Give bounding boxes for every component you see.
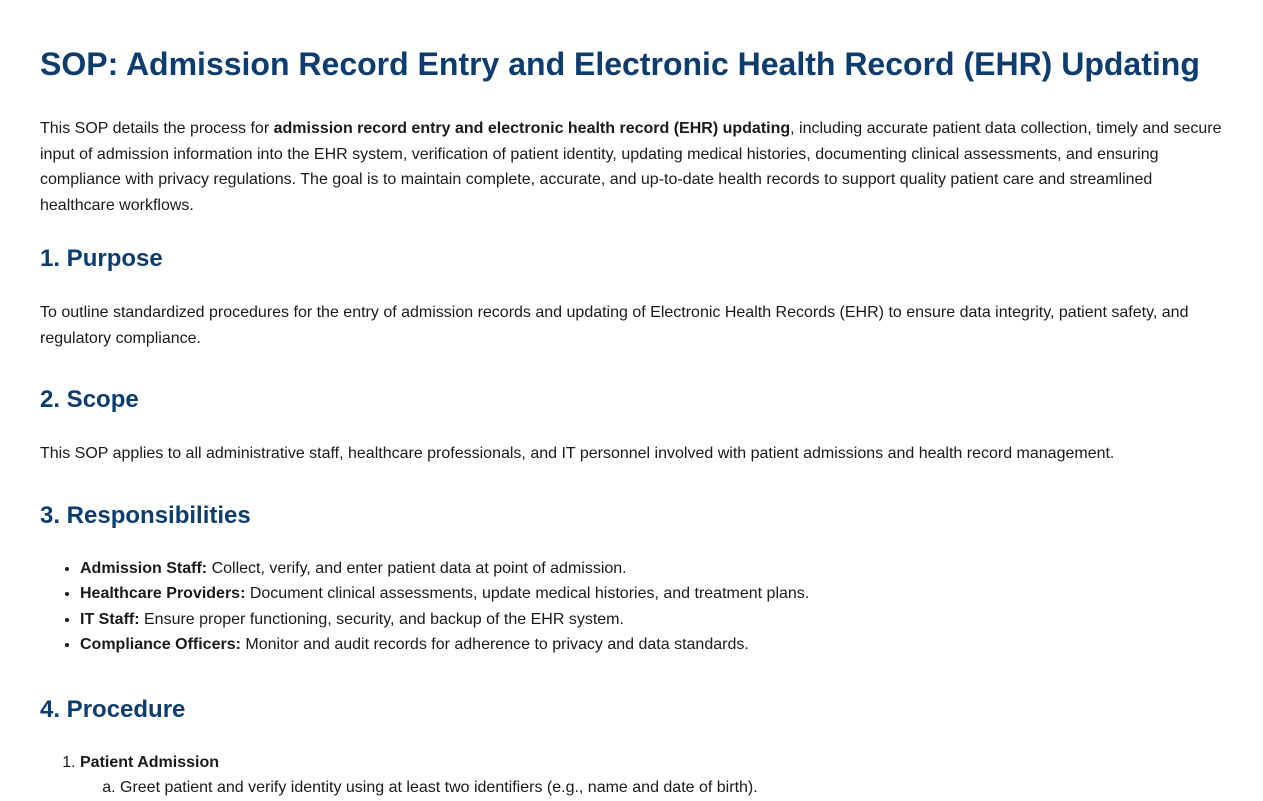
- responsibilities-list: [40, 556, 1223, 658]
- role-label: IT Staff:: [80, 610, 140, 628]
- list-item: [80, 581, 1223, 607]
- intro-text-start: This SOP details the process for: [40, 120, 274, 137]
- scope-paragraph: This SOP applies to all administrative staff, healthcare professionals, and IT personnel involved with patient admissions and health record management.: [40, 445, 1115, 462]
- role-label: Admission Staff:: [80, 559, 208, 577]
- section-heading-scope: 2. Scope: [40, 386, 139, 413]
- section-heading-procedure: 4. Procedure: [40, 695, 186, 723]
- intro-text-end: , including accurate patient data collection, timely and secure input of admission information into the EHR system, verification of patient identity, updating medical histories, documenting clinical assessments, and ensuring compliance with privacy regulations. The goal is to maintain complete, accurate, and up-to-date health records to support quality patient care and streamlined healthcare workflows.: [40, 120, 1222, 214]
- procedure-steps: [40, 750, 1223, 801]
- role-description: Monitor and audit records for adherence to privacy and data standards.: [240, 636, 749, 653]
- purpose-paragraph: To outline standardized procedures for the entry of admission records and updating of Electronic Health Records (EHR) to ensure data integrity, patient safety, and regulatory compliance.: [40, 304, 1189, 347]
- list-item: [80, 556, 1223, 582]
- role-description: Collect, verify, and enter patient data at point of admission.: [207, 559, 627, 577]
- role-label: Compliance Officers:: [80, 636, 241, 653]
- role-description: Ensure proper functioning, security, and backup of the EHR system.: [139, 610, 624, 628]
- list-item: [80, 632, 1223, 658]
- step-title: Patient Admission: [80, 753, 219, 771]
- list-item: [80, 607, 1223, 633]
- intro-paragraph: [40, 116, 1223, 218]
- role-label: Healthcare Providers:: [80, 585, 246, 602]
- procedure-step: [80, 750, 1223, 801]
- intro-text-bold: admission record entry and electronic health record (EHR) updating: [273, 120, 791, 137]
- procedure-substep: a. Greet patient and verify identity using at least two identifiers (e.g., name and date of birth).: [120, 775, 1223, 801]
- section-heading-purpose: 1. Purpose: [40, 245, 163, 272]
- role-description: Document clinical assessments, update medical histories, and treatment plans.: [245, 585, 810, 602]
- page-title: SOP: Admission Record Entry and Electronic Health Record (EHR) Updating: [40, 46, 1200, 82]
- section-heading-responsibilities: 3. Responsibilities: [40, 501, 251, 529]
- substep-list: [80, 775, 1223, 801]
